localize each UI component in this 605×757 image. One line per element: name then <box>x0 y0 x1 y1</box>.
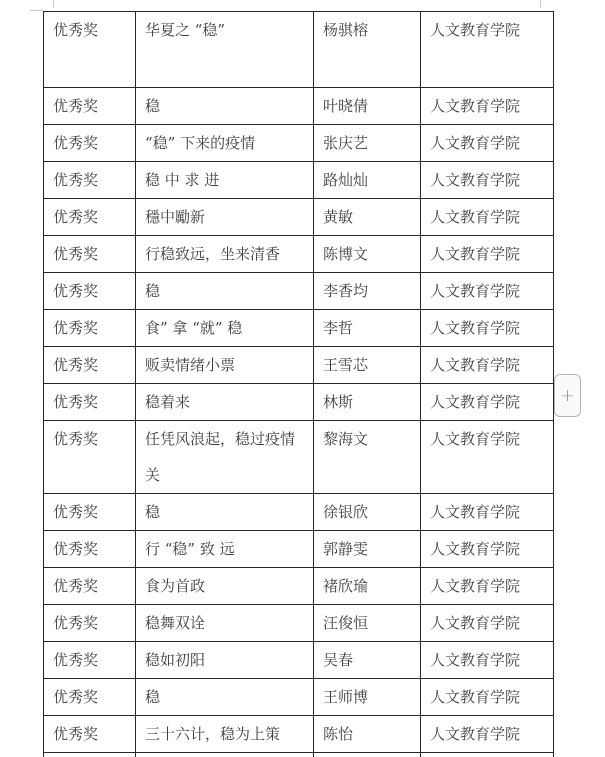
author-cell: 李香均 <box>314 273 421 310</box>
college-cell <box>421 753 554 757</box>
college-cell: 人文教育学院 <box>421 12 554 88</box>
table-row <box>44 605 554 642</box>
college-cell: 人文教育学院 <box>421 642 554 679</box>
work-title-cell: 稳 中 求 进 <box>136 162 314 199</box>
table-row <box>44 125 554 162</box>
table-row <box>44 310 554 347</box>
author-cell: 陈怡 <box>314 716 421 753</box>
award-cell: 优秀奖 <box>44 12 136 88</box>
work-title-cell: 三十六计，稳为上策 <box>136 716 314 753</box>
table-row <box>44 642 554 679</box>
work-title-cell: 稳 <box>136 88 314 125</box>
table-row <box>44 679 554 716</box>
award-cell: 优秀奖 <box>44 568 136 605</box>
award-cell: 优秀奖 <box>44 347 136 384</box>
author-cell: 王雪芯 <box>314 347 421 384</box>
author-cell: 徐银欣 <box>314 494 421 531</box>
margin-guide-tick <box>53 0 54 8</box>
college-cell: 人文教育学院 <box>421 273 554 310</box>
work-title-cell: 稳舞双诠 <box>136 605 314 642</box>
college-cell: 人文教育学院 <box>421 605 554 642</box>
author-cell <box>314 753 421 757</box>
college-cell: 人文教育学院 <box>421 679 554 716</box>
award-cell <box>44 753 136 757</box>
plus-icon: + <box>560 385 575 406</box>
award-cell: 优秀奖 <box>44 310 136 347</box>
author-cell: 路灿灿 <box>314 162 421 199</box>
college-cell: 人文教育学院 <box>421 88 554 125</box>
author-cell: 张庆艺 <box>314 125 421 162</box>
work-title-cell: “稳” 下来的疫情 <box>136 125 314 162</box>
table-row <box>44 494 554 531</box>
margin-guide-tick <box>30 10 43 11</box>
author-cell: 吴春 <box>314 642 421 679</box>
table-row <box>44 753 554 757</box>
college-cell: 人文教育学院 <box>421 421 554 494</box>
award-cell: 优秀奖 <box>44 273 136 310</box>
college-cell: 人文教育学院 <box>421 125 554 162</box>
author-cell: 黄敏 <box>314 199 421 236</box>
award-cell: 优秀奖 <box>44 384 136 421</box>
table-row <box>44 236 554 273</box>
college-cell: 人文教育学院 <box>421 199 554 236</box>
table-row <box>44 88 554 125</box>
work-title-cell: 任凭风浪起，稳过疫情关 <box>136 421 314 494</box>
table-row <box>44 12 554 88</box>
college-cell: 人文教育学院 <box>421 384 554 421</box>
award-cell: 优秀奖 <box>44 199 136 236</box>
author-cell: 叶晓倩 <box>314 88 421 125</box>
table-row <box>44 531 554 568</box>
work-title-cell: 稳 <box>136 273 314 310</box>
sidebar-expand-button[interactable] <box>554 374 581 417</box>
college-cell: 人文教育学院 <box>421 347 554 384</box>
author-cell: 王师博 <box>314 679 421 716</box>
award-cell: 优秀奖 <box>44 642 136 679</box>
work-title-cell: 稳如初阳 <box>136 642 314 679</box>
work-title-cell: 行稳致远，坐来清香 <box>136 236 314 273</box>
author-cell: 李哲 <box>314 310 421 347</box>
author-cell: 林斯 <box>314 384 421 421</box>
award-cell: 优秀奖 <box>44 421 136 494</box>
award-cell: 优秀奖 <box>44 679 136 716</box>
table-row <box>44 273 554 310</box>
author-cell: 郭静雯 <box>314 531 421 568</box>
author-cell: 褚欣瑜 <box>314 568 421 605</box>
margin-guide-tick <box>540 0 541 8</box>
work-title-cell: 食为首政 <box>136 568 314 605</box>
college-cell: 人文教育学院 <box>421 494 554 531</box>
work-title-cell: 行 “稳” 致 远 <box>136 531 314 568</box>
college-cell: 人文教育学院 <box>421 716 554 753</box>
award-cell: 优秀奖 <box>44 494 136 531</box>
table-row <box>44 162 554 199</box>
author-cell: 黎海文 <box>314 421 421 494</box>
college-cell: 人文教育学院 <box>421 162 554 199</box>
award-cell: 优秀奖 <box>44 125 136 162</box>
table-row <box>44 199 554 236</box>
award-cell: 优秀奖 <box>44 716 136 753</box>
work-title-cell: 穩中勵新 <box>136 199 314 236</box>
college-cell: 人文教育学院 <box>421 568 554 605</box>
award-cell: 优秀奖 <box>44 531 136 568</box>
author-cell: 陈博文 <box>314 236 421 273</box>
award-cell: 优秀奖 <box>44 162 136 199</box>
college-cell: 人文教育学院 <box>421 236 554 273</box>
college-cell: 人文教育学院 <box>421 531 554 568</box>
table-row <box>44 421 554 494</box>
author-cell: 汪俊恒 <box>314 605 421 642</box>
award-cell: 优秀奖 <box>44 605 136 642</box>
work-title-cell: 食” 拿 “就” 稳 <box>136 310 314 347</box>
table-row <box>44 568 554 605</box>
awards-table <box>43 11 554 757</box>
table-row <box>44 347 554 384</box>
work-title-cell: 稳 <box>136 679 314 716</box>
work-title-cell: 贩卖情绪小票 <box>136 347 314 384</box>
work-title-cell: 稳着来 <box>136 384 314 421</box>
table-row <box>44 716 554 753</box>
award-cell: 优秀奖 <box>44 88 136 125</box>
table-row <box>44 384 554 421</box>
work-title-cell: 华夏之 “稳” <box>136 12 314 88</box>
college-cell: 人文教育学院 <box>421 310 554 347</box>
work-title-cell <box>136 753 314 757</box>
award-cell: 优秀奖 <box>44 236 136 273</box>
author-cell: 杨骐榕 <box>314 12 421 88</box>
work-title-cell: 稳 <box>136 494 314 531</box>
